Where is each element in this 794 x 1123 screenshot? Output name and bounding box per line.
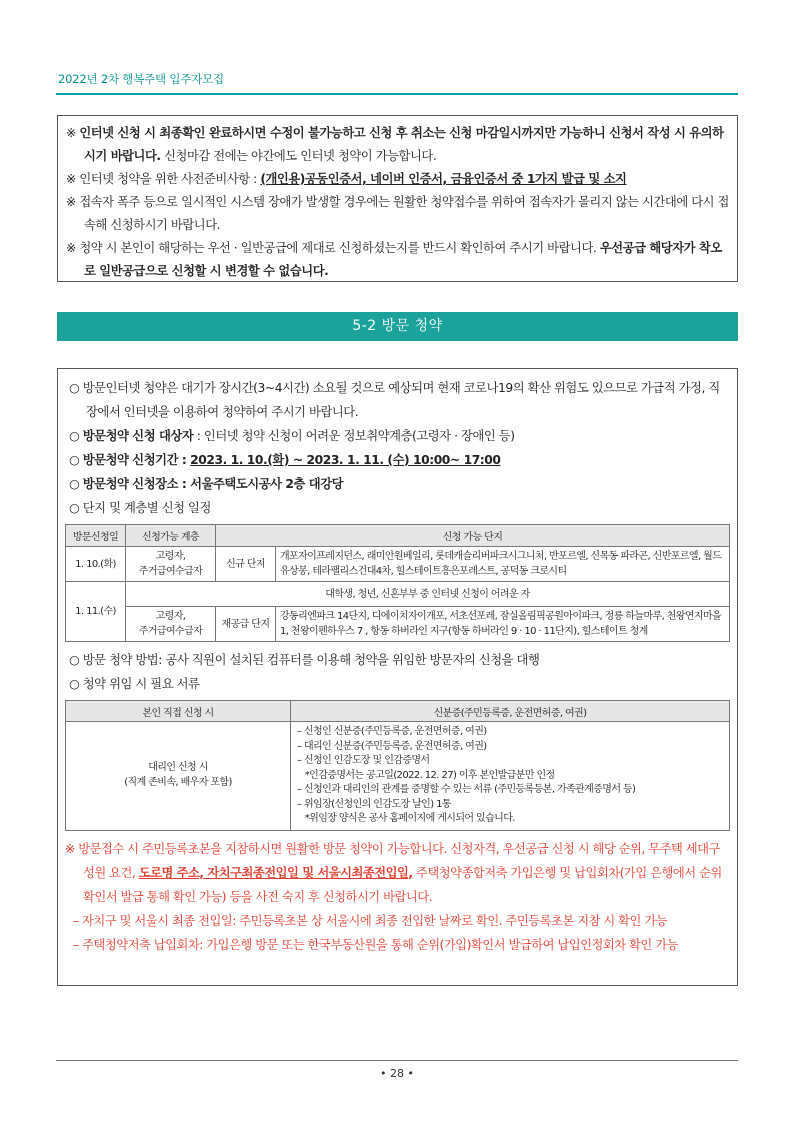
resident-record-note: ※ 방문접수 시 주민등록초본을 지참하시면 원활한 방문 청약이 가능합니다. 신청자격, 우선공급 신청 시 해당 순위, 무주택 세대구성원 요건, 도로명 주소, 자치구최종전입일 및 서울시최종전입일, 주택청약종합저축 가입은행 및 납입회차(가입 은행에서 순위확인서 발급 통해 확인 가능) 등을 사전 숙지 후 신청하시기 바랍니다.: [65, 841, 722, 904]
list-item: *인감증명서는 공고일(2022. 12. 27) 이후 본인발급분만 인정: [297, 769, 555, 781]
table-cell: 고령자, 주거급여수급자: [126, 547, 216, 582]
footer-divider: [56, 1060, 738, 1061]
move-in-date-note: – 자치구 및 서울시 최종 전입일: 주민등록초본 상 서울시에 최종 전입한 날짜로 확인. 주민등록초본 지참 시 확인 가능: [73, 913, 668, 928]
table-cell: [291, 722, 730, 831]
visit-application-box: [57, 368, 738, 986]
notice-box: [57, 115, 738, 282]
list-item: – 대리인 신분증(주민등록증, 운전면허증, 여권): [297, 740, 487, 752]
savings-payment-note: – 주택청약저축 납입회차: 가입은행 방문 또는 한국부동산원을 통해 순위(가입)확인서 발급하여 납입인정회차 확인 가능: [73, 937, 678, 952]
docs-heading: ○ 청약 위임 시 필요 서류: [69, 677, 200, 691]
table-header: 본인 직접 신청 시: [66, 701, 291, 722]
table-cell: 신규 단지: [216, 547, 276, 582]
table-cell: 재공급 단지: [216, 607, 276, 642]
table-cell: 대학생, 청년, 신혼부부 중 인터넷 신청이 어려운 자: [126, 582, 730, 607]
visit-period: ○ 방문청약 신청기간 : 2023. 1. 10.(화) ~ 2023. 1. 11. (수) 10:00~ 17:00: [69, 453, 501, 467]
table-cell: 고령자, 주거급여수급자: [126, 607, 216, 642]
list-item: – 신청인과 대리인의 관계를 증명할 수 있는 서류 (주민등록등본, 가족관계증명서 등): [297, 784, 636, 795]
table-cell: 대리인 신청 시 (직계 존비속, 배우자 포함): [66, 722, 291, 831]
schedule-heading: ○ 단지 및 계층별 신청 일정: [69, 501, 211, 515]
header-divider: [56, 93, 738, 95]
visit-target: ○ 방문청약 신청 대상자 : 인터넷 청약 신청이 어려운 정보취약계층(고령자 · 장애인 등): [69, 429, 515, 443]
notice-item-4: ※ 청약 시 본인이 해당하는 우선 · 일반공급에 제대로 신청하셨는지를 반드시 확인하여 주시기 바랍니다. 우선공급 해당자가 착오로 일반공급으로 신청할 시 변경할 수 없습니다.: [66, 241, 722, 278]
section-title-bar: 5-2 방문 청약: [57, 312, 738, 341]
table-cell: 1. 11.(수): [66, 582, 126, 642]
visit-place: ○ 방문청약 신청장소 : 서울주택도시공사 2층 대강당: [69, 477, 344, 491]
list-item: – 신청인 인감도장 및 인감증명서: [297, 755, 430, 766]
schedule-table: [65, 524, 730, 642]
list-item: – 위임장(신청인의 인감도장 날인) 1통: [297, 798, 451, 810]
visit-intro: ○ 방문인터넷 청약은 대기가 장시간(3~4시간) 소요될 것으로 예상되며 현재 코로나19의 확산 위험도 있으므로 가급적 가정, 직장에서 인터넷을 이용하여 청약하여 주시기 바랍니다.: [69, 381, 720, 419]
list-item: *위임장 양식은 공사 홈페이지에 게시되어 있습니다.: [297, 813, 515, 824]
table-cell: 1. 10.(화): [66, 547, 126, 582]
table-header: 신청 가능 단지: [216, 525, 730, 547]
list-item: – 신청인 신분증(주민등록증, 운전면허증, 여권): [297, 726, 487, 737]
visit-method: ○ 방문 청약 방법: 공사 직원이 설치된 컴퓨터를 이용해 청약을 위임한 방문자의 신청을 대행: [69, 653, 540, 667]
document-header-title: 2022년 2차 행복주택 입주자모집: [58, 72, 224, 86]
notice-item-1: ※ 인터넷 신청 시 최종확인 완료하시면 수정이 불가능하고 신청 후 취소는 신청 마감일시까지만 가능하니 신청서 작성 시 유의하시기 바랍니다. 신청마감 전에는 야간에도 인터넷 청약이 가능합니다.: [66, 126, 724, 163]
notice-item-2: ※ 인터넷 청약을 위한 사전준비사항 : (개인용)공동인증서, 네이버 인증서, 금융인증서 중 1가지 발급 및 소지: [66, 172, 627, 186]
table-header: 방문신청일: [66, 525, 126, 547]
table-header: 신분증(주민등록증, 운전면허증, 여권): [291, 701, 730, 722]
table-cell: 강동리엔파크 14단지, 디에이치자이개포, 서초선포레, 잠실올림픽공원아이파크, 정릉 하늘마루, 천왕연지마을1, 천왕이펜하우스 7 , 항동 하버라인 지구(항동 하버라인 9 · 10 · 11단지), 힐스테이트 청계: [276, 607, 730, 642]
documents-table: [65, 700, 730, 831]
table-cell: 개포자이프레지던스, 래미안원베일리, 롯데캐슬리버파크시그니처, 반포르엘, 신목동 파라곤, 신반포르엘, 월드유상봉, 테라팰리스건대4차, 힐스테이트흥은포레스트, 공덕동 크로시티: [276, 547, 730, 582]
table-header: 신청가능 계층: [126, 525, 216, 547]
page-number: • 28 •: [380, 1067, 414, 1080]
notice-item-3: ※ 접속자 폭주 등으로 일시적인 시스템 장애가 발생할 경우에는 원활한 청약접수를 위하여 접속자가 몰리지 않는 시간대에 다시 접속해 신청하시기 바랍니다.: [66, 195, 729, 232]
